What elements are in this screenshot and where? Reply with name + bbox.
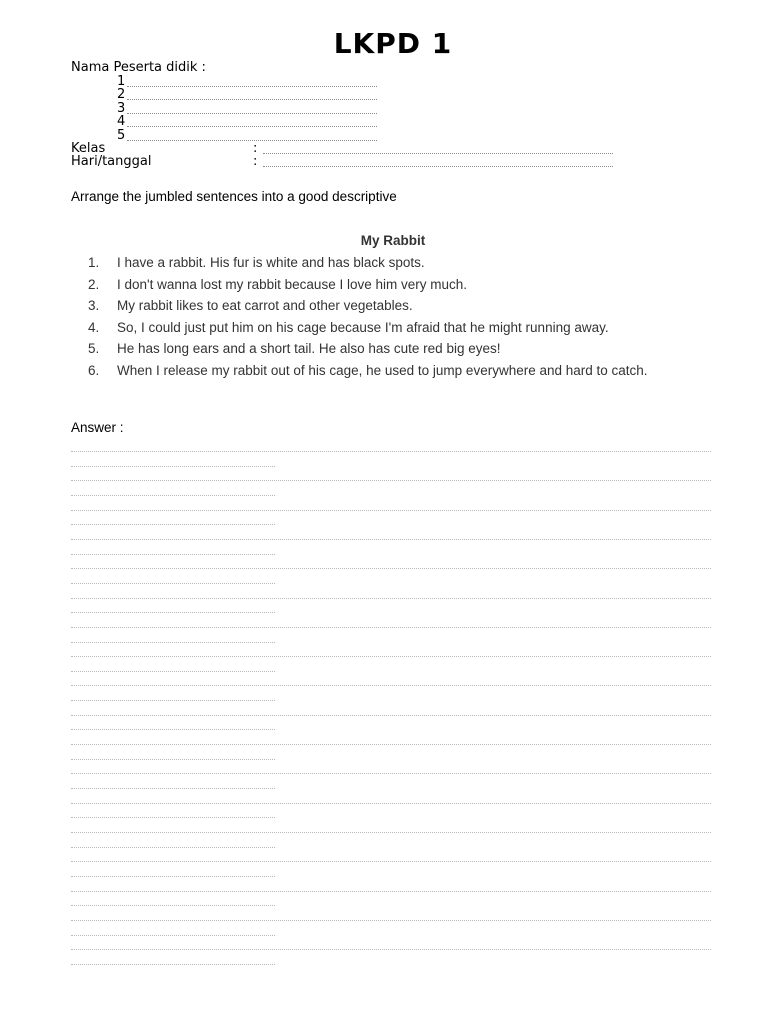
sentence-item	[88, 298, 648, 320]
hari-label: Hari/tanggal	[71, 154, 152, 169]
sentence-list	[88, 255, 648, 385]
answer-line[interactable]	[71, 598, 711, 599]
sentence-number: 1.	[88, 255, 100, 270]
sentence-number: 4.	[88, 319, 100, 335]
answer-line[interactable]	[71, 671, 275, 672]
answer-line[interactable]	[71, 920, 711, 921]
answer-line[interactable]	[71, 700, 275, 701]
answer-line[interactable]	[71, 480, 711, 481]
story-title: My Rabbit	[360, 233, 426, 248]
name-line-5[interactable]	[127, 140, 377, 141]
sentence-item	[88, 341, 648, 363]
name-number-5: 5	[117, 128, 126, 143]
answer-line[interactable]	[71, 583, 275, 584]
answer-line[interactable]	[71, 612, 275, 613]
answer-label: Answer :	[71, 420, 124, 435]
answer-line[interactable]	[71, 905, 275, 906]
sentence-item	[88, 320, 648, 342]
name-number-1: 1	[117, 74, 126, 89]
kelas-colon: :	[253, 141, 258, 156]
kelas-line[interactable]	[263, 153, 613, 154]
answer-line[interactable]	[71, 656, 711, 657]
answer-line[interactable]	[71, 964, 275, 965]
name-line-2[interactable]	[127, 99, 377, 100]
name-number-3: 3	[117, 101, 126, 116]
page-title: LKPD 1	[333, 27, 453, 60]
sentence-text: My rabbit likes to eat carrot and other vegetables.	[117, 298, 413, 314]
answer-line[interactable]	[71, 627, 711, 628]
sentence-number: 6.	[88, 362, 100, 378]
sentence-number: 2.	[88, 276, 100, 292]
answer-line[interactable]	[71, 524, 275, 525]
sentence-text: I don't wanna lost my rabbit because I love him very much.	[117, 276, 467, 292]
answer-line[interactable]	[71, 466, 275, 467]
instruction-text: Arrange the jumbled sentences into a good descriptive	[71, 189, 397, 204]
answer-line[interactable]	[71, 803, 711, 804]
name-line-4[interactable]	[127, 126, 377, 127]
answer-line[interactable]	[71, 539, 711, 540]
hari-line[interactable]	[263, 166, 613, 167]
answer-line[interactable]	[71, 568, 711, 569]
sentence-number: 3.	[88, 298, 100, 314]
answer-line[interactable]	[71, 949, 711, 950]
sentence-item	[88, 255, 648, 277]
sentence-text: I have a rabbit. His fur is white and has black spots.	[117, 255, 425, 270]
answer-line[interactable]	[71, 685, 711, 686]
sentence-text: So, I could just put him on his cage because I'm afraid that he might running away.	[117, 319, 609, 335]
answer-line[interactable]	[71, 554, 275, 555]
sentence-item	[88, 363, 648, 385]
name-label: Nama Peserta didik :	[71, 60, 206, 75]
answer-line[interactable]	[71, 451, 711, 452]
answer-line[interactable]	[71, 715, 711, 716]
name-line-1[interactable]	[127, 86, 377, 87]
name-line-3[interactable]	[127, 113, 377, 114]
answer-line[interactable]	[71, 817, 275, 818]
answer-line[interactable]	[71, 729, 275, 730]
answer-line[interactable]	[71, 891, 711, 892]
answer-line[interactable]	[71, 495, 275, 496]
answer-line[interactable]	[71, 744, 711, 745]
sentence-number: 5.	[88, 341, 100, 357]
hari-colon: :	[253, 154, 258, 169]
sentence-item	[88, 277, 648, 299]
sentence-text: He has long ears and a short tail. He also has cute red big eyes!	[117, 341, 501, 357]
kelas-label: Kelas	[71, 141, 106, 156]
sentence-text: When I release my rabbit out of his cage, he used to jump everywhere and hard to catch.	[117, 362, 648, 378]
answer-line[interactable]	[71, 510, 711, 511]
answer-line[interactable]	[71, 847, 275, 848]
answer-line[interactable]	[71, 759, 275, 760]
answer-line[interactable]	[71, 788, 275, 789]
name-number-4: 4	[117, 114, 126, 129]
answer-line[interactable]	[71, 773, 711, 774]
answer-line[interactable]	[71, 935, 275, 936]
answer-line[interactable]	[71, 861, 711, 862]
answer-line[interactable]	[71, 832, 711, 833]
name-number-2: 2	[117, 87, 126, 102]
answer-line[interactable]	[71, 876, 275, 877]
answer-line[interactable]	[71, 642, 275, 643]
